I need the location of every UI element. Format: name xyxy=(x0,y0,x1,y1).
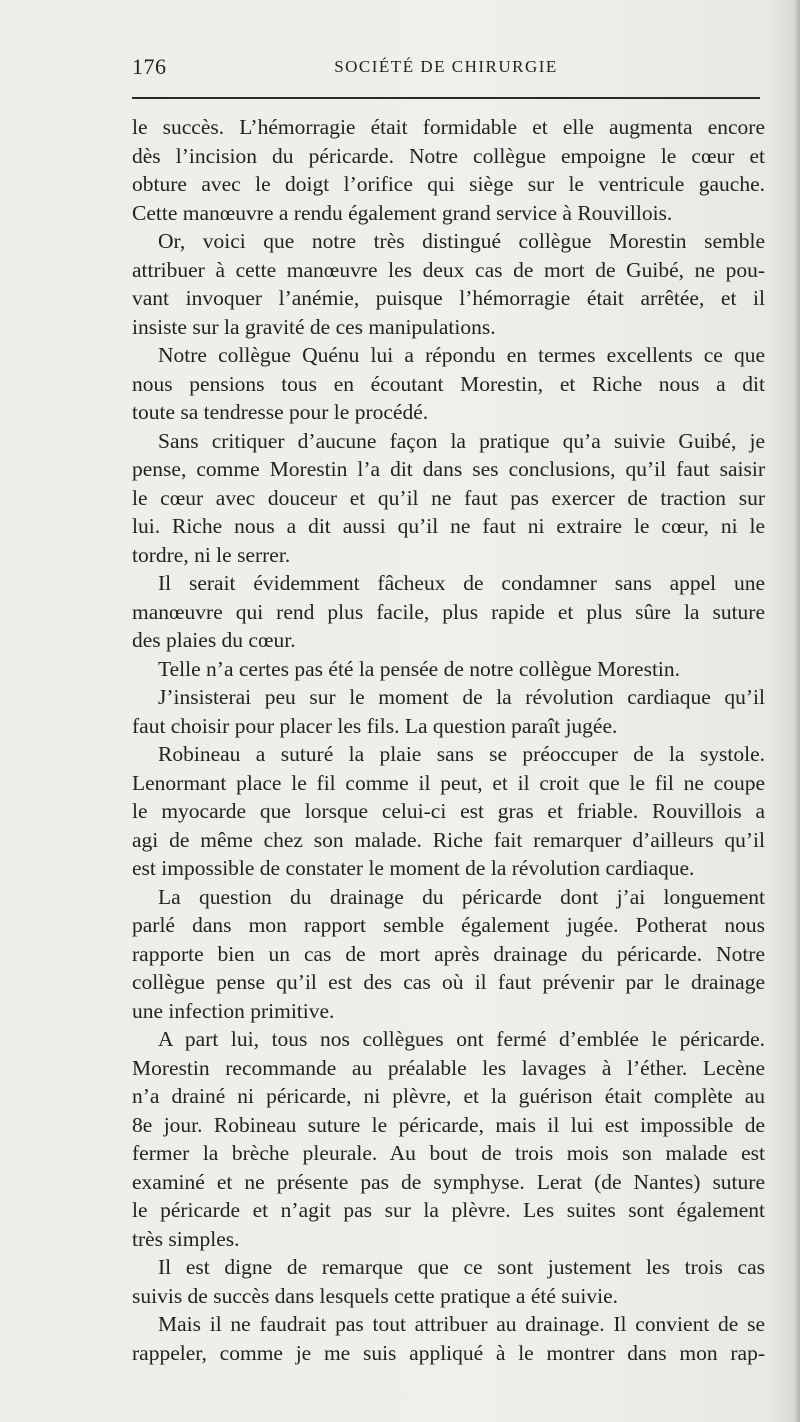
text-line: rappeler, comme je me suis appliqué à le montrer dans mon rap- xyxy=(132,1340,765,1365)
header-rule xyxy=(132,97,760,99)
page-edge-shadow xyxy=(794,0,800,1422)
text-line: Sans critiquer d’aucune façon la pratique qu’a suivie Guibé, je xyxy=(158,428,765,453)
text-line: Telle n’a certes pas été la pensée de notre collègue Morestin. xyxy=(158,656,681,681)
text-line: nous pensions tous en écoutant Morestin, et Riche nous a dit xyxy=(132,371,765,396)
text-line: très simples. xyxy=(132,1226,240,1251)
text-line: La question du drainage du péricarde dont j’ai longuement xyxy=(158,884,765,909)
text-line: insiste sur la gravité de ces manipulations. xyxy=(132,314,496,339)
text-line: suivis de succès dans lesquels cette pratique a été suivie. xyxy=(132,1283,618,1308)
text-line: dès l’incision du péricarde. Notre collègue empoigne le cœur et xyxy=(132,143,765,168)
text-line: des plaies du cœur. xyxy=(132,628,296,652)
text-line: le myocarde que lorsque celui-ci est gras et friable. Rouvillois a xyxy=(132,799,765,823)
text-line: J’insisterai peu sur le moment de la révolution cardiaque qu’il xyxy=(158,685,765,709)
text-line: vant invoquer l’anémie, puisque l’hémorragie était arrêtée, et il xyxy=(132,286,765,310)
text-line: Notre collègue Quénu lui a répondu en termes excellents ce que xyxy=(158,343,765,367)
text-line: examiné et ne présente pas de symphyse. Lerat (de Nantes) suture xyxy=(132,1169,765,1194)
running-head: SOCIÉTÉ DE CHIRURGIE xyxy=(334,57,558,76)
text-line: est impossible de constater le moment de la révolution cardiaque. xyxy=(132,856,695,880)
text-line: manœuvre qui rend plus facile, plus rapide et plus sûre la suture xyxy=(132,599,765,624)
text-line: A part lui, tous nos collègues ont fermé d’emblée le péricarde. xyxy=(158,1027,765,1051)
text-line: Robineau a suturé la plaie sans se préoccuper de la systole. xyxy=(158,742,765,766)
body-text xyxy=(132,113,765,1367)
text-line: tordre, ni le serrer. xyxy=(132,542,291,567)
text-line: une infection primitive. xyxy=(132,998,335,1023)
text-line: le succès. L’hémorragie était formidable et elle augmenta encore xyxy=(132,115,765,139)
text-line: Il est digne de remarque que ce sont justement les trois cas xyxy=(158,1255,765,1279)
text-line: n’a drainé ni péricarde, ni plèvre, et la guérison était complète au xyxy=(132,1084,765,1108)
text-line: collègue pense qu’il est des cas où il faut prévenir par le drainage xyxy=(132,970,765,994)
text-line: le cœur avec douceur et qu’il ne faut pas exercer de traction sur xyxy=(132,485,765,510)
text-line: Mais il ne faudrait pas tout attribuer au drainage. Il convient de se xyxy=(158,1312,765,1336)
text-line: lui. Riche nous a dit aussi qu’il ne faut ni extraire le cœur, ni le xyxy=(132,514,765,538)
text-line: faut choisir pour placer les fils. La question paraît jugée. xyxy=(132,713,618,738)
text-line: obture avec le doigt l’orifice qui siège sur le ventricule gauche. xyxy=(132,172,765,196)
text-line: Lenormant place le fil comme il peut, et il croit que le fil ne coupe xyxy=(132,770,765,795)
text-line: pense, comme Morestin l’a dit dans ses conclusions, qu’il faut saisir xyxy=(132,457,765,481)
text-line: Or, voici que notre très distingué collègue Morestin semble xyxy=(158,229,765,253)
text-line: le péricarde et n’agit pas sur la plèvre. Les suites sont également xyxy=(132,1198,765,1222)
text-line: Morestin recommande au préalable les lavages à l’éther. Lecène xyxy=(132,1055,765,1080)
text-line: agi de même chez son malade. Riche fait remarquer d’ailleurs qu’il xyxy=(132,827,765,852)
text-line: attribuer à cette manœuvre les deux cas de mort de Guibé, ne pou- xyxy=(132,257,765,282)
text-line: Il serait évidemment fâcheux de condamner sans appel une xyxy=(158,571,765,595)
text-line: 8e jour. Robineau suture le péricarde, mais il lui est impossible de xyxy=(132,1112,765,1137)
text-line: fermer la brèche pleurale. Au bout de trois mois son malade est xyxy=(132,1141,765,1165)
page-header xyxy=(132,52,760,82)
text-line: parlé dans mon rapport semble également jugée. Potherat nous xyxy=(132,913,765,937)
text-line: rapporte bien un cas de mort après drainage du péricarde. Notre xyxy=(132,941,765,966)
page-number: 176 xyxy=(132,54,167,79)
text-line: Cette manœuvre a rendu également grand service à Rouvillois. xyxy=(132,200,673,225)
text-line: toute sa tendresse pour le procédé. xyxy=(132,400,429,424)
